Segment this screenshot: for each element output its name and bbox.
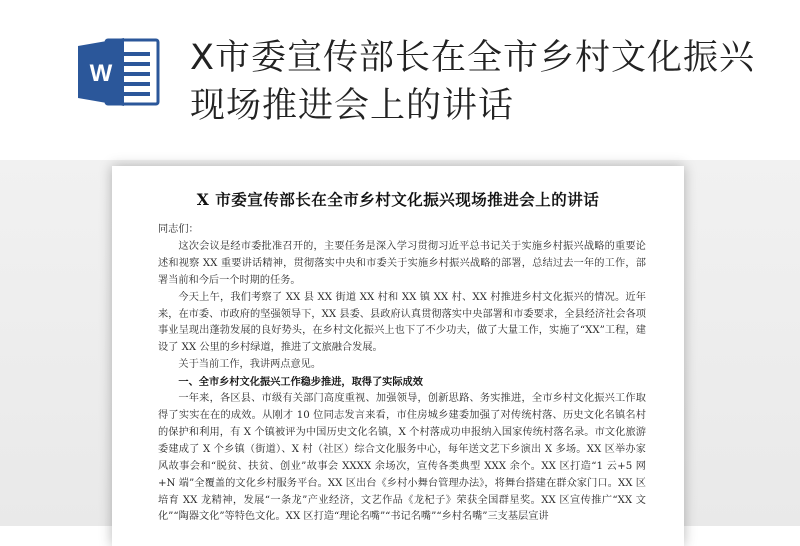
section-heading: 一、全市乡村文化振兴工作稳步推进，取得了实际成效 xyxy=(178,376,423,389)
header-banner xyxy=(0,0,800,160)
document-title: X 市委宣传部长在全市乡村文化振兴现场推进会上的讲话 xyxy=(196,190,600,209)
paragraph: 一年来，各区县、市级有关部门高度重视、加强领导，创新思路、务实推进，全市乡村文化振兴工作取得了实实在在的成效。从刚才 10 位同志发言来看，市住房城乡建委加强了对传统村落、历史文化名镇名村的保护和利用，有 X 个镇被评为中国历史文化名镇，X 个村落成功申报纳入国家传统村落名录。市文化旅游委建成了 X 个乡镇（街道）、X 村（社区）综合文化服务中心，每年送文艺下乡演出 X 多场。XX 区举办家风故事会和“脱贫、扶贫、创业”故事会 XXXX 余场次，宣传各类典型 XXX 余个。XX 区打造“1 云+5 网+N 端”全覆盖的文化乡村服务平台。XX 区出台《乡村小舞台管理办法》，将舞台搭建在群众家门口。XX 区培育 XX 龙精神，发展“一条龙”产业经济，文艺作品《龙杞子》荣获全国群星奖。XX 区宣传推广“XX 文化”“陶器文化”等特色文化。XX 区打造“理论名嘴”“书记名嘴”“乡村名嘴”三支基层宣讲 xyxy=(158,393,646,523)
word-icon-letter: W xyxy=(89,60,113,87)
paragraph: 关于当前工作，我讲两点意见。 xyxy=(178,359,322,371)
word-icon xyxy=(76,36,164,108)
document-page xyxy=(112,166,684,546)
document-body xyxy=(158,222,646,526)
paragraph: 这次会议是经市委批准召开的，主要任务是深入学习贯彻习近平总书记关于实施乡村振兴战略的重要论述和视察 XX 重要讲话精神，贯彻落实中央和市委关于实施乡村振兴战略的部署，总结过去一年的工作，部署当前和今后一个时期的任务。 xyxy=(158,240,646,286)
greeting: 同志们： xyxy=(158,224,199,235)
page-title: X市委宣传部长在全市乡村文化振兴现场推进会上的讲话 xyxy=(190,38,755,126)
paragraph: 今天上午，我们考察了 XX 县 XX 街道 XX 村和 XX 镇 XX 村、XX 村推进乡村文化振兴的情况。近年来，在市委、市政府的坚强领导下，XX 县委、县政府认真贯彻落实中央部署和市委要求，全县经济社会各项事业呈现出蓬勃发展的良好势头，在乡村文化振兴上也下了不少功夫，做了大量工作，实施了“XX”工程，建设了 XX 公里的乡村绿道，推进了文旅融合发展。 xyxy=(158,291,646,354)
